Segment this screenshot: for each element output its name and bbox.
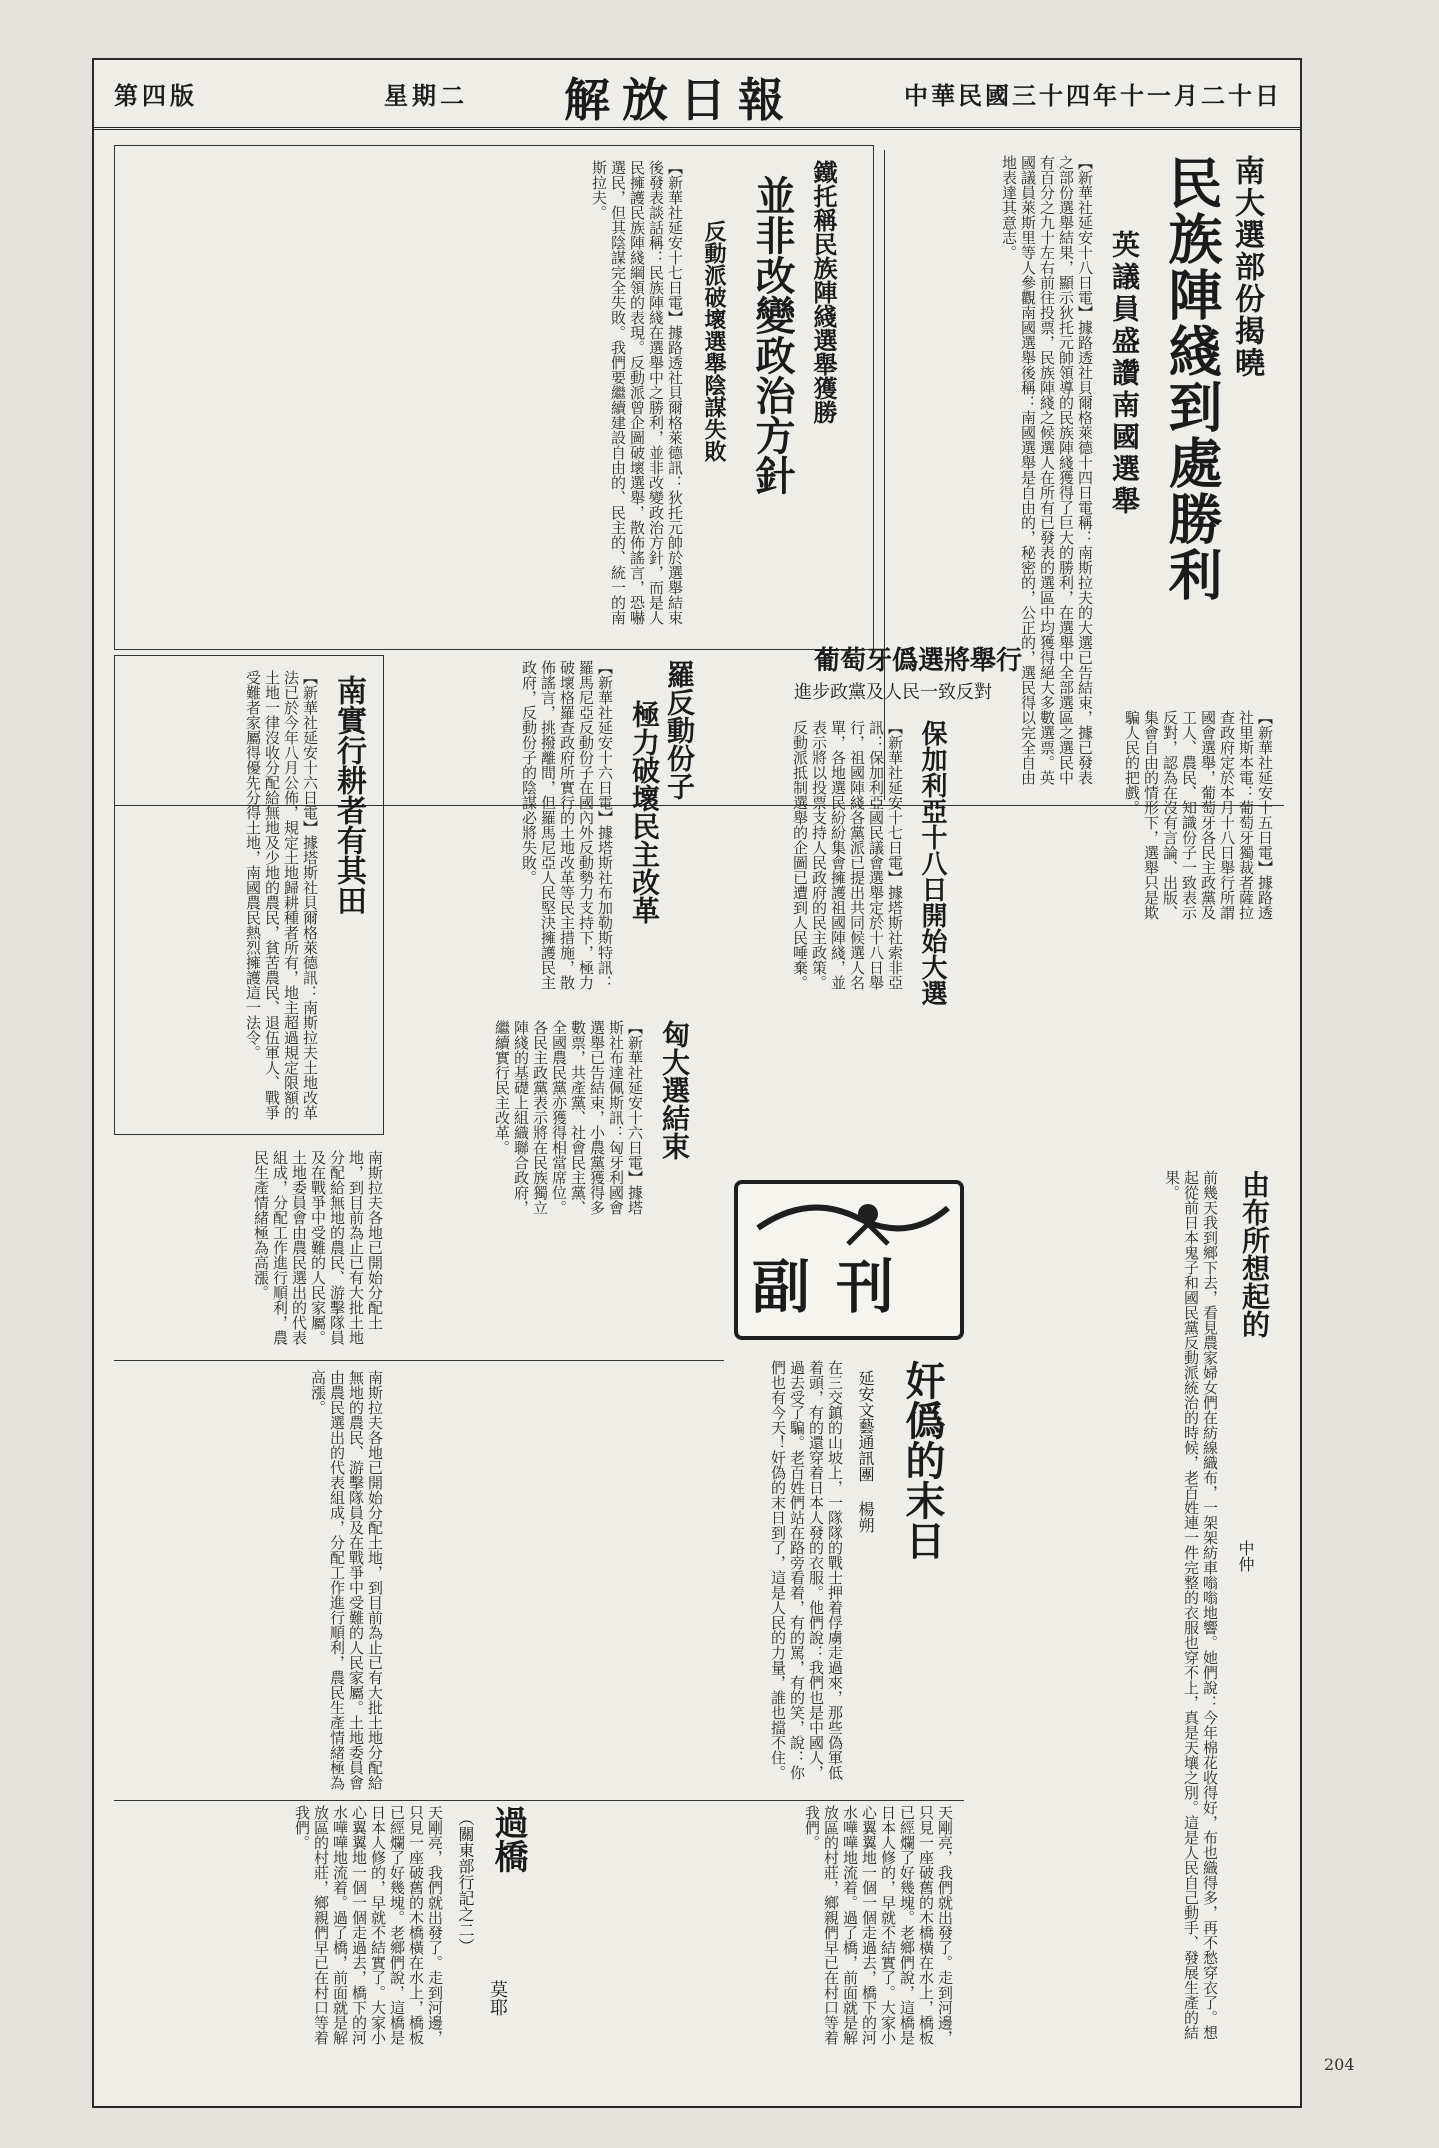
supplement-title: 副刊: [752, 1253, 921, 1321]
hungary-body: 【新華社延安十六日電】據塔斯社布達佩斯訊：匈牙利國會選舉已告結束，小農黨獲得多數票，共產黨、社會民主黨、全國農民黨亦獲得相當席位。各民主政黨表示將在民族獨立陣綫的基礎上組織聯合政府，繼續實行民主改革。: [493, 1020, 644, 1215]
romania-body: 【新華社延安十六日電】據塔斯社布加勒斯特訊：羅馬尼亞反動份子在國內外反動勢力支持下，極力破壞格羅查政府所實行的土地改革等民主措施，散佈謠言，挑撥離間，但羅馬尼亞人民堅決擁護民主政府，反動份子的陰謀必將失敗。: [520, 660, 614, 990]
land-body: 南斯拉夫各地已開始分配土地，到目前為止已有大批土地分配給無地的農民、游擊隊員及在戰爭中受難的人民家屬。土地委員會由農民選出的代表組成，分配工作進行順利，農民生產情緒極為高漲。: [252, 1150, 384, 1345]
tito-subhead-2: 反動派破壞選舉陰謀失敗: [701, 220, 727, 462]
bridge-byline: 莫耶: [487, 1980, 508, 2016]
masthead: [94, 60, 1300, 130]
bulgaria-headline: 保加利亞十八日開始大選: [917, 720, 947, 1006]
weekday: 星期二: [384, 81, 468, 110]
land-continued: 南斯拉夫各地已開始分配土地，到目前為止已有大批土地分配給無地的農民、游擊隊員及在戰爭中受難的人民家屬。土地委員會由農民選出的代表組成，分配工作進行順利，農民生產情緒極為高漲。: [309, 1370, 384, 1790]
bridge-headline: 過橋: [488, 1805, 528, 1873]
ending-headline: 奸僞的末日: [899, 1360, 946, 1560]
portugal-headline: 葡萄牙僞選將舉行: [814, 646, 1023, 676]
bridge-body-left: 天剛亮，我們就出發了。走到河邊，只見一座破舊的木橋橫在水上，橋板已經爛了好幾塊。老鄉們說，這橋是日本人修的，早就不結實了。大家小心翼翼地一個一個走過去，橋下的河水嘩嘩地流着。過了橋，前面就是解放區的村莊，鄉親們早已在村口等着我們。: [293, 1805, 444, 2045]
south-body: 【新華社延安十八日電】據路透社貝爾格萊德十四日電稱：南斯拉夫的大選已告結束，據已發表之部份選舉結果，顯示狄托元帥領導的民族陣綫獲得了巨大的勝利，在選舉中全部選區之選民中有百分之九十左右前往投票，民族陣綫之候選人在所有已發表的選區中均獲得絕大多數選票。英國議員萊斯里等人參觀南國選舉後稱：南國選舉是自由的，秘密的，公正的，選民得以完全自由地表達其意志。: [1000, 155, 1094, 785]
south-subhead: 英議員盛讚南國選舉: [1108, 230, 1141, 518]
bridge-rule: [114, 1800, 964, 1801]
ending-byline: 延安文藝通訊團 楊朔: [856, 1370, 875, 1533]
land-reform-body: 【新華社延安十六日電】據塔斯社貝爾格萊德訊：南斯拉夫土地改革法已於今年八月公佈，規定土地歸耕種者所有，地主超過規定限額的土地一律沒收分配給無地及少地的農民，貧苦農民、退伍軍人、戰爭受難者家屬得優先分得土地，南國農民熱烈擁護這一法令。: [244, 670, 319, 1120]
supplement-masthead: [734, 1180, 964, 1340]
bulgaria-body: 【新華社延安十七日電】據塔斯社索非亞訊：保加利亞國民議會選舉定於十八日舉行，祖國陣綫各黨派已提出共同候選人名單，各地選民紛紛集會擁護祖國陣綫，並表示將以投票支持人民政府的民主政策。反動派抵制選舉的企圖已遭到人民唾棄。: [791, 720, 904, 990]
romania-headline-2: 極力破壞民主改革: [628, 700, 661, 924]
tito-subhead-1: 並非改變政治方針: [749, 175, 796, 495]
romania-headline-1: 羅反動份子: [663, 660, 696, 800]
hungary-headline: 匈大選結束: [658, 1020, 691, 1160]
issue-date: 中華民國三十四年十一月二十日: [904, 81, 1282, 110]
portugal-body: 【新華社延安十五日電】據路透社里斯本電：葡萄牙獨裁者薩拉查政府定於本月十八日舉行所謂國會選舉，葡萄牙各民主政黨及工人、農民、知識份子一致表示反對，認為在沒有言論、出版、集會自由的情形下，選舉只是欺騙人民的把戲。: [1123, 710, 1274, 920]
ending-body: 在三交鎮的山坡上，一隊隊的戰士押着俘虜走過來，那些偽軍低着頭，有的還穿着日本人發的衣服。他們說：我們也是中國人，過去受了騙。老百姓們站在路旁看着，有的罵，有的笑，說：你們也有今天！奸偽的末日到了，這是人民的力量，誰也擋不住。: [769, 1360, 844, 1780]
cotton-byline: 中仲: [1236, 1540, 1255, 1572]
tito-headline: 鐵托稱民族陣綫選舉獲勝: [809, 160, 838, 424]
cotton-headline: 由布所想起的: [1238, 1170, 1271, 1338]
portugal-subhead: 進步政黨及人民一致反對: [794, 682, 992, 703]
south-kicker: 南大選部份揭曉: [1229, 155, 1264, 379]
cotton-body: 前幾天我到鄉下去，看見農家婦女們在紡線織布，一架架紡車嗡嗡地響。她們說：今年棉花收得好，布也織得多，再不愁穿衣了。想起從前日本鬼子和國民黨反動派統治的時候，老百姓連一件完整的衣服也穿不上，真是天壤之別。這是人民自己動手、發展生產的結果。: [1163, 1170, 1219, 2040]
south-headline: 民族陣綫到處勝利: [1160, 155, 1224, 603]
bridge-subhead: （關東部行記之二）: [456, 1810, 475, 1954]
page-number: 204: [1324, 2055, 1355, 2074]
newspaper-logo: 解放日報: [564, 73, 796, 127]
page-label: 第四版: [114, 81, 198, 110]
illustration-icon: [748, 1188, 958, 1248]
bridge-body-right: 天剛亮，我們就出發了。走到河邊，只見一座破舊的木橋橫在水上，橋板已經爛了好幾塊。老鄉們說，這橋是日本人修的，早就不結實了。大家小心翼翼地一個一個走過去，橋下的河水嘩嘩地流着。過了橋，前面就是解放區的村莊，鄉親們早已在村口等着我們。: [803, 1805, 954, 2045]
land-reform-headline: 南實行耕者有其田: [331, 675, 366, 915]
tito-body: 【新華社延安十七日電】據路透社貝爾格萊德訊：狄托元帥於選舉結束後發表談話稱：民族陣綫在選舉中之勝利，並非改變政治方針，而是人民擁護民族陣綫綱領的表現。反動派曾企圖破壞選舉，散佈謠言，恐嚇選民，但其陰謀完全失敗。我們要繼續建設自由的、民主的、統一的南斯拉夫。: [590, 160, 684, 625]
newspaper-page: [92, 58, 1355, 2108]
